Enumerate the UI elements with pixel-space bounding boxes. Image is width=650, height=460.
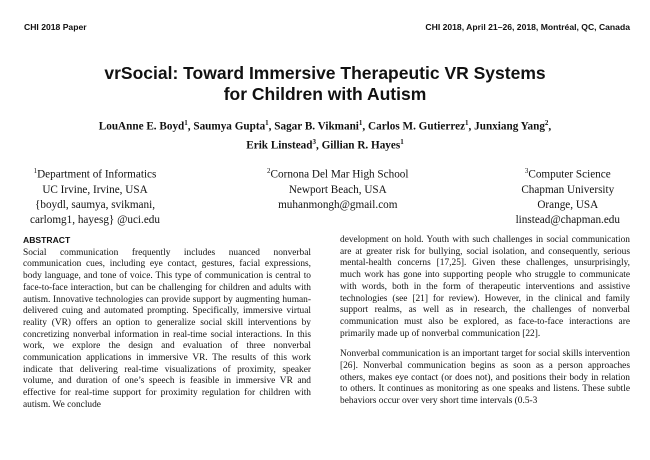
line2-author-2-name: Gillian R. Hayes — [321, 139, 401, 152]
affiliation-3-dept: Computer Science — [528, 168, 611, 181]
line1-author-5-name: Junxiang Yang — [474, 120, 545, 133]
line1-author-2-name: Saumya Gupta — [193, 120, 266, 133]
body-paragraph-1: development on hold. Youth with such challenges in social communication are at greater risk for bullying, social isolation, and consequently, serious mental-health concerns [17,25]. Given these challenges, unsurprisingly, much work has gone into supporting people who struggle to communicate with words, both in the form of therapeutic interventions and assistive technologies (see [21] for review). However, in the clinical and family support realms, as well as in research, the challenges of nonverbal communication must also be explored, as face-to-face interactions are primarily made up of nonverbal communication [22]. — [340, 235, 630, 339]
author-list — [20, 116, 630, 153]
affiliation-1-emails-2: carlomg1, hayesg} @uci.edu — [30, 213, 160, 226]
affiliation-2-dept: Cornona Del Mar High School — [270, 168, 409, 181]
line1-author-3-affil-mark: 1 — [358, 119, 363, 127]
author-line-2: Erik Linstead$^3$, Gillian R. Hayes$^1$ — [246, 137, 404, 152]
abstract-heading: ABSTRACT — [23, 235, 71, 245]
line1-author-1-affil-mark: 1 — [184, 119, 188, 127]
affiliation-2-mark: 2 — [267, 167, 271, 175]
paper-title-line-2: for Children with Autism — [223, 84, 427, 104]
abstract-text: Social communication frequently includes nuanced nonverbal communication cues, including eye contact, gestures, facial expressions, body language, and tone of voice. This type of communication is central to face-to-face interaction, but can be challenging for children and adults with autism. Innovative technologies can provide support by augmenting human-delivered cuing and automated prompting. Specifically, immersive virtual reality (VR) offers an option to generalize social skill interventions by concretizing nonverbal information in real-time social interactions. In this work, we explore the design and evaluation of three nonverbal communication applications in immersive VR. The results of this work indicate that delivering real-time visualizations of proximity, speaker volume, and duration of one’s speech is feasible in immersive VR and effective for real-time support for proximity regulation for children with autism. We conclude — [23, 247, 311, 410]
affiliation-1 — [30, 164, 160, 228]
line1-author-5-affil-mark: 2 — [544, 119, 549, 127]
affiliation-3-mark: 3 — [524, 167, 529, 175]
paper-title-line-1: vrSocial: Toward Immersive Therapeutic VR Systems — [104, 63, 546, 83]
affiliation-1-dept: Department of Informatics — [37, 168, 157, 181]
affiliation-3-location: Orange, USA — [537, 198, 599, 211]
line2-author-1-name: Erik Linstead — [246, 139, 313, 152]
body-paragraph-2: Nonverbal communication is an important target for social skills intervention [26]. Nonverbal communication begins as soon as a person approaches others, makes eye contact (or does not), and positions their body in relation to others. It continues as monitoring as one speaks and listens. These subtle behaviors occur over very short time intervals (0.5-3 — [340, 349, 630, 407]
affiliation-2-email: muhanmongh@gmail.com — [278, 198, 398, 211]
affiliation-3 — [516, 164, 620, 228]
line1-author-4-affil-mark: 1 — [465, 119, 469, 127]
running-header-right: CHI 2018, April 21–26, 2018, Montréal, QC, Canada — [425, 22, 630, 32]
line2-author-1-affil-mark: 3 — [312, 137, 316, 146]
left-column — [23, 235, 311, 412]
affiliations — [30, 164, 620, 228]
line1-author-3-name: Sagar B. Vikmani — [274, 120, 359, 133]
line1-author-4-name: Carlos M. Gutierrez — [368, 120, 466, 133]
line1-author-2-affil-mark: 1 — [265, 119, 269, 127]
author-line-1: LouAnne E. Boyd$^1$, Saumya Gupta$^1$, Sagar B. Vikmani$^1$, Carlos M. Gutierrez$^1$, Junxiang Yang$^2$, — [98, 119, 552, 133]
affiliation-2-location: Newport Beach, USA — [288, 183, 387, 196]
affiliation-1-location: UC Irvine, Irvine, USA — [42, 183, 148, 196]
line1-author-1-name: LouAnne E. Boyd — [98, 120, 185, 133]
line2-author-2-affil-mark: 1 — [400, 137, 404, 146]
affiliation-2 — [267, 164, 408, 228]
paper-title — [0, 63, 650, 105]
right-column — [340, 235, 630, 408]
affiliation-1-emails-1: {boydl, saumya, svikmani, — [34, 198, 156, 211]
affiliation-3-email: linstead@chapman.edu — [515, 213, 620, 226]
affiliation-1-mark: 1 — [33, 167, 38, 175]
affiliation-3-institution: Chapman University — [521, 183, 615, 196]
running-header-left: CHI 2018 Paper — [24, 22, 87, 32]
